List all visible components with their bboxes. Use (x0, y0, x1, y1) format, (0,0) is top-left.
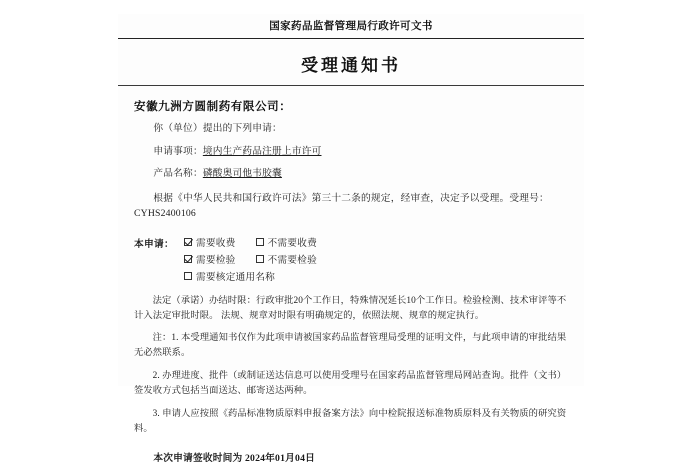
option-fee-not-required-label: 不需要收费 (267, 237, 317, 249)
page-title: 受理通知书 (301, 56, 401, 75)
option-generic-name-required-label: 需要核定通用名称 (195, 271, 276, 283)
option-row-fee (184, 235, 317, 249)
checkbox-empty-icon[interactable] (184, 272, 192, 280)
receipt-date: 本次申请签收时间为 2024年01月04日 (153, 452, 316, 464)
option-row-inspection (184, 252, 317, 266)
paragraph-note-2: 2. 办理进度、批件（或制证送达信息可以使用受理号在国家药品监督管理局网站查询。批件（文书）签发收方式包括当面送达、邮寄送达两种。 (134, 371, 567, 397)
option-fee-required[interactable] (184, 235, 236, 249)
paragraph-note-3: 3. 申请人应按照《药品标准物质原料申报备案方法》向中检院报送标准物质原料及有关物质的研究资料。 (134, 408, 567, 434)
application-options-label: 本申请： (134, 238, 174, 250)
checkbox-checked-icon[interactable] (184, 255, 192, 263)
option-row-generic-name (184, 269, 317, 283)
option-fee-required-label: 需要收费 (195, 237, 236, 249)
field-product-name-value: 磷酸奥司他韦胶囊 (202, 168, 282, 180)
paragraph-note-1: 注：1. 本受理通知书仅作为此项申请被国家药品监督管理局受理的证明文件，与此项申请的审批结果无必然联系。 (134, 333, 567, 359)
option-inspection-not-required-label: 不需要检验 (267, 254, 317, 266)
field-product-name (134, 167, 568, 182)
intro-text: 你（单位）提出的下列申请： (153, 123, 282, 134)
option-inspection-required-label: 需要检验 (195, 254, 236, 266)
title-divider (118, 85, 584, 86)
checkbox-empty-icon[interactable] (256, 255, 264, 263)
document-sheet (118, 14, 584, 464)
checkbox-empty-icon[interactable] (256, 238, 264, 246)
document-header-bar: 国家药品监督管理局行政许可文书 (118, 14, 584, 39)
option-inspection-not-required[interactable] (256, 252, 317, 266)
option-inspection-required[interactable] (184, 252, 236, 266)
application-options-rows (184, 235, 317, 286)
field-application-matter-value: 境内生产药品注册上市许可 (202, 145, 322, 157)
document-body (118, 98, 584, 464)
field-application-matter-label: 申请事项： (153, 145, 203, 157)
paragraph-time-limit: 法定（承诺）办结时限：行政审批20个工作日，特殊情况延长10个工作日。检验检测、技术审评等不计入法定审批时限。 法规、规章对时限有明确规定的，依照法规、规章的规定执行。 (134, 295, 567, 321)
recipient-name: 安徽九洲方圆制药有限公司： (134, 101, 292, 113)
checkbox-checked-icon[interactable] (184, 238, 192, 246)
legal-basis-paragraph: 根据《中华人民共和国行政许可法》第三十二条的规定，经审查，决定予以受理。受理号：CYHS2400106 (134, 192, 549, 219)
option-fee-not-required[interactable] (256, 235, 317, 249)
field-application-matter (134, 145, 568, 160)
application-options-block (134, 235, 568, 286)
option-generic-name-required[interactable] (184, 269, 275, 283)
field-product-name-label: 产品名称： (153, 168, 203, 180)
